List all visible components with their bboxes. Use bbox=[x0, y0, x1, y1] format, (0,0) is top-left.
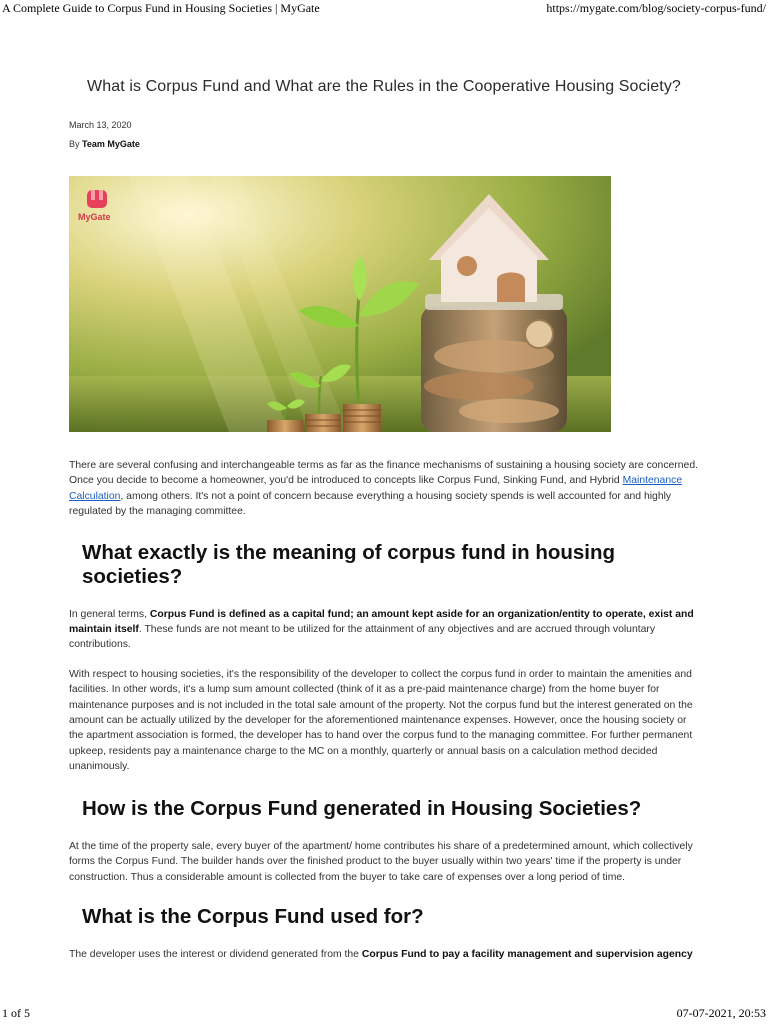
hero-illustration bbox=[69, 176, 611, 432]
section-heading-generated: How is the Corpus Fund generated in Housing Societies? bbox=[82, 796, 642, 820]
hero-image bbox=[69, 176, 611, 432]
article-author bbox=[69, 139, 699, 149]
author-name[interactable]: Team MyGate bbox=[82, 139, 140, 149]
used-for-paragraph: The developer uses the interest or dividend generated from the Corpus Fund to pay a facility management and supervision agency bbox=[69, 948, 693, 960]
section-heading-meaning: What exactly is the meaning of corpus fund in housing societies? bbox=[82, 540, 616, 588]
print-header bbox=[0, 0, 768, 18]
article bbox=[69, 78, 699, 962]
maintenance-calculation-link[interactable]: Maintenance Calculation bbox=[69, 475, 683, 502]
author-prefix: By bbox=[69, 139, 80, 149]
intro-paragraph: There are several confusing and interchangeable terms as far as the finance mechanisms of sustaining a housing society are concerned. Once you decide to become a homeowner, you'd be introduced to concepts like Corpus Fund, Sinking Fund, and Hybrid Maintenance Calculation, among others. It's not a point of concern because everything a housing society spends is well accounted for and highly regulated by the managing committee. bbox=[69, 460, 698, 518]
article-title: What is Corpus Fund and What are the Rules in the Cooperative Housing Society? bbox=[87, 78, 681, 95]
generated-paragraph: At the time of the property sale, every buyer of the apartment/ home contributes his share of a predetermined amount, which collectively forms the Corpus Fund. The builder hands over the finished product to the buyer usually within two years' time if the property is under construction. Thus a considerable amount is collected from the buyer to take care of expenses over a long period of time. bbox=[69, 840, 693, 883]
definition-paragraph: In general terms, Corpus Fund is defined as a capital fund; an amount kept aside for an organization/entity to operate, exist and maintain itself. These funds are not meant to be utilized for the attainment of any objectives and are accrued through voluntary contributions. bbox=[69, 608, 694, 651]
mygate-logo: MyGate bbox=[78, 212, 111, 222]
print-page-title: A Complete Guide to Corpus Fund in Housing Societies | MyGate bbox=[2, 1, 320, 15]
section-heading-used-for: What is the Corpus Fund used for? bbox=[82, 904, 424, 928]
article-date: March 13, 2020 bbox=[69, 120, 132, 130]
print-footer bbox=[0, 1006, 768, 1024]
page-number: 1 of 5 bbox=[2, 1006, 30, 1020]
developer-paragraph: With respect to housing societies, it's the responsibility of the developer to collect the corpus fund in order to maintain the amenities and facilities. In other words, it's a lump sum amount collected (think of it as a pre-paid maintenance charge) from the home buyer for maintenance purposes and is not included in the total sale amount of the property. Not the corpus fund but the interest generated on the amount can be actually utilized by the developer for the aforementioned maintenance expenses. However, once the housing society or the apartment association is formed, the developer has to hand over the corpus fund to the managing committee. For further permanent upkeep, residents pay a maintenance charge to the MC on a monthly, quarterly or annual basis on a calculation method decided unanimously. bbox=[69, 668, 693, 773]
print-page-url[interactable]: https://mygate.com/blog/society-corpus-fund/ bbox=[546, 1, 766, 15]
print-datetime: 07-07-2021, 20:53 bbox=[676, 1006, 766, 1020]
